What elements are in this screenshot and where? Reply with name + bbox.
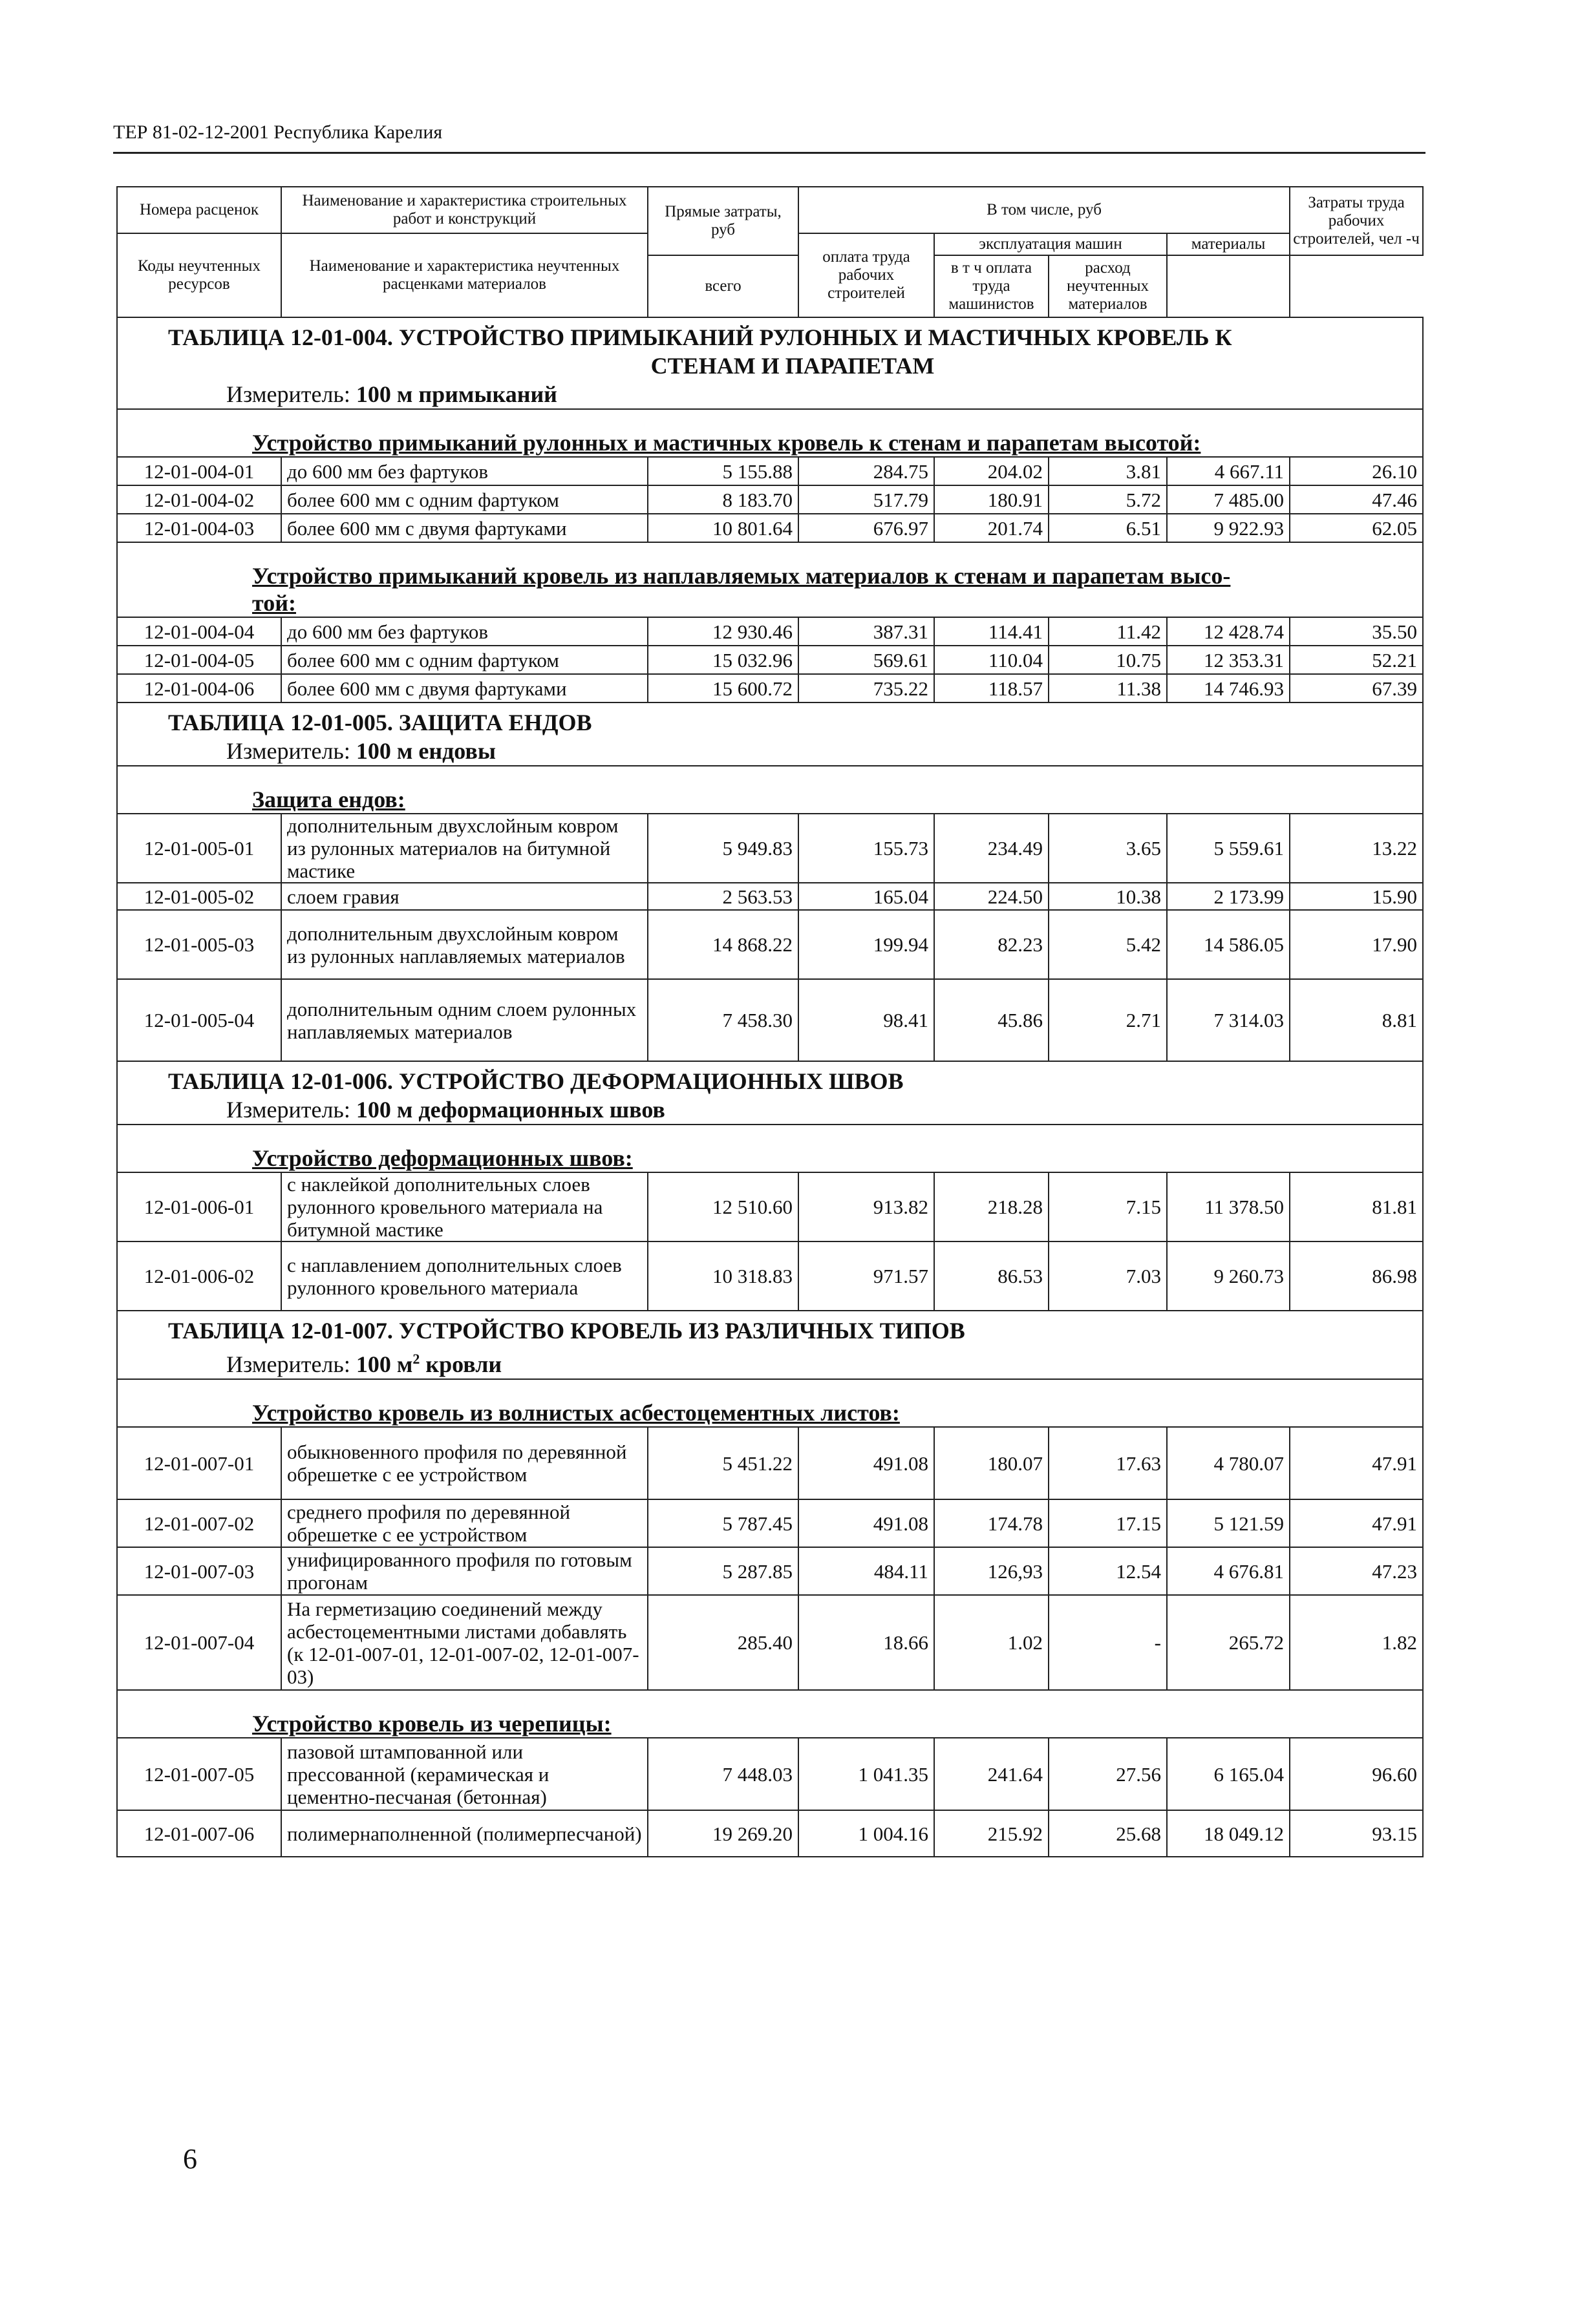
worker-pay: 18.66 (798, 1595, 934, 1690)
labor-hours: 47.23 (1290, 1547, 1423, 1595)
rate-code: 12-01-005-03 (117, 910, 281, 979)
labor-hours: 8.81 (1290, 979, 1423, 1061)
machine-operation: 45.86 (934, 979, 1049, 1061)
running-header: ТЕР 81-02-12-2001 Республика Карелия (113, 121, 443, 143)
meter (123, 1095, 1417, 1124)
worker-pay: 484.11 (798, 1547, 934, 1595)
rate-code: 12-01-007-02 (117, 1499, 281, 1547)
labor-hours: 67.39 (1290, 674, 1423, 702)
worker-pay: 155.73 (798, 814, 934, 883)
table-row (117, 883, 1423, 910)
machine-operation: 110.04 (934, 646, 1049, 674)
header-col-name-bottom: Наименование и характеристика неучтенных расценками материалов (281, 233, 648, 317)
rate-code: 12-01-006-01 (117, 1172, 281, 1241)
work-name: до 600 мм без фартуков (281, 457, 648, 485)
materials-cost: 4 676.81 (1167, 1547, 1290, 1595)
direct-costs: 10 318.83 (648, 1241, 798, 1311)
work-name: дополнительным двухслойным ковром из рулонных материалов на битумной мастике (281, 814, 648, 883)
materials-cost: 2 173.99 (1167, 883, 1290, 910)
table-row (117, 457, 1423, 485)
table-title: ТАБЛИЦА 12-01-004. УСТРОЙСТВО ПРИМЫКАНИЙ РУЛОННЫХ И МАСТИЧНЫХ КРОВЕЛЬ К (168, 324, 1232, 350)
work-name: дополнительным одним слоем рулонных наплавляемых материалов (281, 979, 648, 1061)
labor-hours: 81.81 (1290, 1172, 1423, 1241)
header-col-materials-sub: расход неучтенных материалов (1049, 255, 1167, 317)
table-row (117, 674, 1423, 702)
machine-operation: 180.91 (934, 485, 1049, 514)
labor-hours: 13.22 (1290, 814, 1423, 883)
work-name: до 600 мм без фартуков (281, 617, 648, 646)
group-heading-continued: той: (252, 590, 296, 616)
machinist-pay: 3.81 (1049, 457, 1167, 485)
machinist-pay: 7.15 (1049, 1172, 1167, 1241)
worker-pay: 735.22 (798, 674, 934, 702)
header-col-name-top: Наименование и характеристика строительных работ и конструкций (281, 187, 648, 233)
worker-pay: 284.75 (798, 457, 934, 485)
rate-code: 12-01-004-04 (117, 617, 281, 646)
header-col-exploit: эксплуатация машин (934, 233, 1167, 255)
group-heading-cell (117, 542, 1423, 617)
group-heading-cell (117, 1379, 1423, 1427)
machine-operation: 174.78 (934, 1499, 1049, 1547)
meter-value: 100 м деформационных швов (356, 1097, 665, 1123)
group-heading-cell (117, 1125, 1423, 1172)
group-heading-text: Устройство примыканий рулонных и мастичных кровель к стенам и парапетам высотой: (252, 430, 1201, 456)
machinist-pay: 10.75 (1049, 646, 1167, 674)
group-heading (123, 1399, 1417, 1426)
labor-hours: 52.21 (1290, 646, 1423, 674)
machine-operation: 224.50 (934, 883, 1049, 910)
work-name: дополнительным двухслойным ковром из рулонных наплавляемых материалов (281, 910, 648, 979)
table-title-cell (117, 1311, 1423, 1379)
direct-costs: 19 269.20 (648, 1810, 798, 1857)
rates-table (116, 186, 1424, 1857)
machinist-pay: 17.63 (1049, 1427, 1167, 1499)
work-name: более 600 мм с двумя фартуками (281, 514, 648, 542)
work-name: полимернаполненной (полимерпесчаной) (281, 1810, 648, 1857)
table-row (117, 646, 1423, 674)
work-name: с наклейкой дополнительных слоев рулонного кровельного материала на битумной мастике (281, 1172, 648, 1241)
meter (123, 737, 1417, 765)
worker-pay: 1 004.16 (798, 1810, 934, 1857)
header-col-code-bottom: Коды неучтенных ресурсов (117, 233, 281, 317)
rate-code: 12-01-007-03 (117, 1547, 281, 1595)
worker-pay: 1 041.35 (798, 1738, 934, 1810)
table-row (117, 1547, 1423, 1595)
header-col-pay: оплата труда рабочих строителей (798, 233, 934, 317)
labor-hours: 62.05 (1290, 514, 1423, 542)
materials-cost: 18 049.12 (1167, 1810, 1290, 1857)
table-title: ТАБЛИЦА 12-01-006. УСТРОЙСТВО ДЕФОРМАЦИОННЫХ ШВОВ (168, 1068, 904, 1094)
page-number: 6 (183, 2143, 197, 2175)
labor-hours: 1.82 (1290, 1595, 1423, 1690)
work-name: с наплавлением дополнительных слоев рулонного кровельного материала (281, 1241, 648, 1311)
header-col-labor: Затраты труда рабочих строителей, чел -ч (1290, 187, 1423, 255)
meter-value: 100 м примыканий (356, 381, 557, 407)
work-name: слоем гравия (281, 883, 648, 910)
work-name: среднего профиля по деревянной обрешетке с ее устройством (281, 1499, 648, 1547)
work-name: обыкновенного профиля по деревянной обрешетке с ее устройством (281, 1427, 648, 1499)
header-col-labor-spacer (1167, 255, 1290, 317)
machinist-pay: 5.42 (1049, 910, 1167, 979)
machinist-pay: - (1049, 1595, 1167, 1690)
materials-cost: 4 667.11 (1167, 457, 1290, 485)
worker-pay: 199.94 (798, 910, 934, 979)
materials-cost: 7 314.03 (1167, 979, 1290, 1061)
group-heading (123, 786, 1417, 813)
machine-operation: 82.23 (934, 910, 1049, 979)
worker-pay: 913.82 (798, 1172, 934, 1241)
table-title-cell (117, 317, 1423, 409)
machinist-pay: 10.38 (1049, 883, 1167, 910)
header-rule (113, 152, 1425, 154)
machine-operation: 204.02 (934, 457, 1049, 485)
machinist-pay: 2.71 (1049, 979, 1167, 1061)
worker-pay: 165.04 (798, 883, 934, 910)
worker-pay: 491.08 (798, 1499, 934, 1547)
group-heading-cell (117, 766, 1423, 814)
machinist-pay: 12.54 (1049, 1547, 1167, 1595)
worker-pay: 491.08 (798, 1427, 934, 1499)
machine-operation: 1.02 (934, 1595, 1049, 1690)
direct-costs: 5 787.45 (648, 1499, 798, 1547)
header-col-materials: материалы (1167, 233, 1290, 255)
machine-operation: 234.49 (934, 814, 1049, 883)
header-col-code-top: Номера расценок (117, 187, 281, 233)
labor-hours: 26.10 (1290, 457, 1423, 485)
meter-label: Измеритель: (226, 1351, 350, 1377)
materials-cost: 7 485.00 (1167, 485, 1290, 514)
rate-code: 12-01-006-02 (117, 1241, 281, 1311)
labor-hours: 35.50 (1290, 617, 1423, 646)
machine-operation: 180.07 (934, 1427, 1049, 1499)
materials-cost: 9 260.73 (1167, 1241, 1290, 1311)
table-row (117, 1241, 1423, 1311)
direct-costs: 5 949.83 (648, 814, 798, 883)
materials-cost: 6 165.04 (1167, 1738, 1290, 1810)
materials-cost: 12 428.74 (1167, 617, 1290, 646)
direct-costs: 10 801.64 (648, 514, 798, 542)
rate-code: 12-01-007-05 (117, 1738, 281, 1810)
machine-operation: 241.64 (934, 1738, 1049, 1810)
table-row (117, 1427, 1423, 1499)
group-heading (123, 1145, 1417, 1172)
rate-code: 12-01-005-01 (117, 814, 281, 883)
direct-costs: 285.40 (648, 1595, 798, 1690)
meter-value: 100 м (356, 1351, 413, 1377)
machine-operation: 126,93 (934, 1547, 1049, 1595)
table-row (117, 979, 1423, 1061)
worker-pay: 676.97 (798, 514, 934, 542)
group-heading-text: Устройство кровель из волнистых асбестоцементных листов: (252, 1400, 900, 1426)
table-title-cell (117, 702, 1423, 766)
rate-code: 12-01-004-01 (117, 457, 281, 485)
header-col-exploit-pay: в т ч оплата труда машинистов (934, 255, 1049, 317)
direct-costs: 12 510.60 (648, 1172, 798, 1241)
meter-superscript: 2 (412, 1351, 420, 1367)
table-row (117, 1738, 1423, 1810)
machine-operation: 86.53 (934, 1241, 1049, 1311)
rate-code: 12-01-004-05 (117, 646, 281, 674)
materials-cost: 12 353.31 (1167, 646, 1290, 674)
group-heading-cell (117, 1690, 1423, 1738)
meter-label: Измеритель: (226, 738, 350, 764)
work-name: пазовой штампованной или прессованной (керамическая и цементно-песчаная (бетонная) (281, 1738, 648, 1810)
materials-cost: 5 559.61 (1167, 814, 1290, 883)
materials-cost: 14 746.93 (1167, 674, 1290, 702)
labor-hours: 47.46 (1290, 485, 1423, 514)
materials-cost: 265.72 (1167, 1595, 1290, 1690)
group-heading-text: Устройство кровель из черепицы: (252, 1711, 612, 1737)
direct-costs: 15 032.96 (648, 646, 798, 674)
machine-operation: 118.57 (934, 674, 1049, 702)
materials-cost: 14 586.05 (1167, 910, 1290, 979)
labor-hours: 15.90 (1290, 883, 1423, 910)
work-name: унифицированного профиля по готовым прогонам (281, 1547, 648, 1595)
table-row (117, 485, 1423, 514)
machine-operation: 201.74 (934, 514, 1049, 542)
materials-cost: 5 121.59 (1167, 1499, 1290, 1547)
meter (123, 380, 1417, 408)
table-row (117, 1172, 1423, 1241)
worker-pay: 387.31 (798, 617, 934, 646)
rate-code: 12-01-007-01 (117, 1427, 281, 1499)
table-row (117, 617, 1423, 646)
table-title: ТАБЛИЦА 12-01-007. УСТРОЙСТВО КРОВЕЛЬ ИЗ РАЗЛИЧНЫХ ТИПОВ (168, 1318, 965, 1344)
direct-costs: 14 868.22 (648, 910, 798, 979)
rate-code: 12-01-005-04 (117, 979, 281, 1061)
header-col-exploit-total: всего (648, 255, 798, 317)
labor-hours: 47.91 (1290, 1427, 1423, 1499)
direct-costs: 15 600.72 (648, 674, 798, 702)
worker-pay: 569.61 (798, 646, 934, 674)
rate-code: 12-01-004-02 (117, 485, 281, 514)
machinist-pay: 25.68 (1049, 1810, 1167, 1857)
meter (123, 1345, 1417, 1379)
labor-hours: 96.60 (1290, 1738, 1423, 1810)
table-title: ТАБЛИЦА 12-01-005. ЗАЩИТА ЕНДОВ (168, 710, 592, 735)
rate-code: 12-01-007-06 (117, 1810, 281, 1857)
table-row (117, 1595, 1423, 1690)
group-heading-text: Устройство деформационных швов: (252, 1145, 633, 1171)
work-name: более 600 мм с двумя фартуками (281, 674, 648, 702)
labor-hours: 17.90 (1290, 910, 1423, 979)
machinist-pay: 11.38 (1049, 674, 1167, 702)
group-heading (123, 562, 1417, 589)
materials-cost: 9 922.93 (1167, 514, 1290, 542)
rate-code: 12-01-005-02 (117, 883, 281, 910)
table-row (117, 1810, 1423, 1857)
direct-costs: 7 448.03 (648, 1738, 798, 1810)
machinist-pay: 17.15 (1049, 1499, 1167, 1547)
direct-costs: 5 451.22 (648, 1427, 798, 1499)
work-name: более 600 мм с одним фартуком (281, 485, 648, 514)
direct-costs: 5 287.85 (648, 1547, 798, 1595)
rate-code: 12-01-007-04 (117, 1595, 281, 1690)
machinist-pay: 5.72 (1049, 485, 1167, 514)
meter-value: 100 м ендовы (356, 738, 496, 764)
group-heading-text: Защита ендов: (252, 787, 405, 812)
work-name: более 600 мм с одним фартуком (281, 646, 648, 674)
direct-costs: 7 458.30 (648, 979, 798, 1061)
rate-code: 12-01-004-03 (117, 514, 281, 542)
meter-label: Измеритель: (226, 1097, 350, 1123)
labor-hours: 93.15 (1290, 1810, 1423, 1857)
header-col-direct: Прямые затраты, руб (648, 187, 798, 255)
direct-costs: 12 930.46 (648, 617, 798, 646)
work-name: На герметизацию соединений между асбестоцементными листами добавлять (к 12-01-007-01, 12-01-007-02, 12-01-007-03) (281, 1595, 648, 1690)
machine-operation: 215.92 (934, 1810, 1049, 1857)
table-row (117, 1499, 1423, 1547)
table-row (117, 814, 1423, 883)
machinist-pay: 27.56 (1049, 1738, 1167, 1810)
group-heading-text: Устройство примыканий кровель из наплавляемых материалов к стенам и парапетам высо- (252, 563, 1231, 589)
table-row (117, 910, 1423, 979)
worker-pay: 971.57 (798, 1241, 934, 1311)
meter-label: Измеритель: (226, 381, 350, 407)
direct-costs: 8 183.70 (648, 485, 798, 514)
labor-hours: 86.98 (1290, 1241, 1423, 1311)
table-title-continued: СТЕНАМ И ПАРАПЕТАМ (650, 353, 935, 379)
materials-cost: 4 780.07 (1167, 1427, 1290, 1499)
rate-code: 12-01-004-06 (117, 674, 281, 702)
header-col-incl: В том числе, руб (798, 187, 1290, 233)
labor-hours: 47.91 (1290, 1499, 1423, 1547)
meter-tail: кровли (420, 1351, 502, 1377)
materials-cost: 11 378.50 (1167, 1172, 1290, 1241)
machine-operation: 218.28 (934, 1172, 1049, 1241)
machinist-pay: 7.03 (1049, 1241, 1167, 1311)
group-heading (123, 429, 1417, 456)
machinist-pay: 6.51 (1049, 514, 1167, 542)
group-heading-cell (117, 409, 1423, 457)
worker-pay: 98.41 (798, 979, 934, 1061)
table-row (117, 514, 1423, 542)
machine-operation: 114.41 (934, 617, 1049, 646)
table-title-cell (117, 1061, 1423, 1125)
worker-pay: 517.79 (798, 485, 934, 514)
machinist-pay: 11.42 (1049, 617, 1167, 646)
direct-costs: 2 563.53 (648, 883, 798, 910)
direct-costs: 5 155.88 (648, 457, 798, 485)
machinist-pay: 3.65 (1049, 814, 1167, 883)
group-heading (123, 1710, 1417, 1737)
